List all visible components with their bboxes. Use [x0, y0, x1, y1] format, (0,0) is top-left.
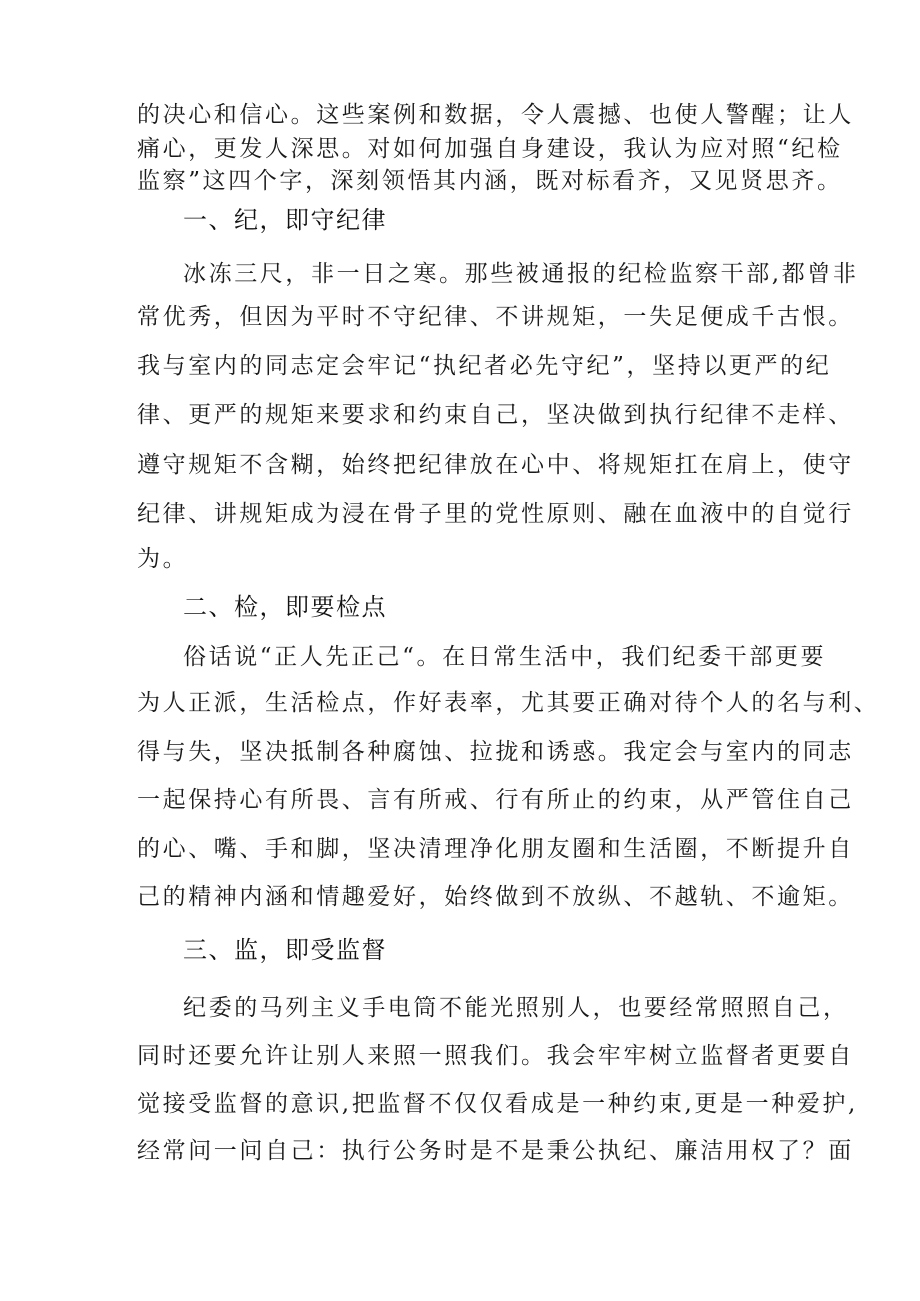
intro-line-2: 痛心，更发人深思。对如何加强自身建设，我认为应对照“纪检 — [137, 136, 843, 162]
section2-line-5: 的心、嘴、手和脚，坚决清理净化朋友圈和生活圈，不断提升自 — [137, 836, 854, 862]
section-heading-2: 二、检，即要检点 — [183, 593, 387, 621]
section3-line-2: 同时还要允许让别人来照一照我们。我会牢牢树立监督者更要自 — [137, 1043, 854, 1069]
section1-line-6: 纪律、讲规矩成为浸在骨子里的党性原则、融在血液中的自觉行 — [137, 501, 854, 527]
section1-line-3: 我与室内的同志定会牢记“执纪者必先守纪”，坚持以更严的纪 — [137, 353, 832, 379]
section2-line-4: 一起保持心有所畏、言有所戒、行有所止的约束，从严管住自己 — [137, 787, 854, 813]
section1-line-4: 律、更严的规矩来要求和约束自己，坚决做到执行纪律不走样、 — [137, 402, 854, 428]
section-heading-1: 一、纪，即守纪律 — [183, 206, 387, 234]
intro-line-3: 监察”这四个字，深刻领悟其内涵，既对标看齐，又见贤思齐。 — [137, 168, 843, 194]
section3-line-1: 纪委的马列主义手电筒不能光照别人，也要经常照照自己， — [183, 995, 849, 1021]
intro-line-1: 的决心和信心。这些案例和数据，令人震撼、也使人警醒；让人 — [137, 102, 854, 128]
section2-line-1: 俗话说“正人先正己“。在日常生活中，我们纪委干部更要 — [183, 644, 827, 670]
section3-line-4: 经常问一问自己：执行公务时是不是秉公执纪、廉洁用权了？面 — [137, 1138, 854, 1164]
section1-line-2: 常优秀，但因为平时不守纪律、不讲规矩，一失足便成千古恨。 — [137, 304, 854, 330]
section1-line-5: 遵守规矩不含糊，始终把纪律放在心中、将规矩扛在肩上，使守 — [137, 452, 854, 478]
section1-line-7: 为。 — [137, 546, 189, 572]
section3-line-3: 觉接受监督的意识,把监督不仅仅看成是一种约束,更是一种爱护, — [137, 1091, 858, 1117]
section1-line-1: 冰冻三尺，非一日之寒。那些被通报的纪检监察干部,都曾非 — [183, 261, 859, 287]
section2-line-2: 为人正派，生活检点，作好表率，尤其要正确对待个人的名与利、 — [137, 690, 880, 716]
section2-line-6: 己的精神内涵和情趣爱好，始终做到不放纵、不越轨、不逾矩。 — [137, 884, 854, 910]
section2-line-3: 得与失，坚决抵制各种腐蚀、拉拢和诱惑。我定会与室内的同志 — [137, 739, 854, 765]
section-heading-3: 三、监，即受监督 — [183, 936, 387, 964]
